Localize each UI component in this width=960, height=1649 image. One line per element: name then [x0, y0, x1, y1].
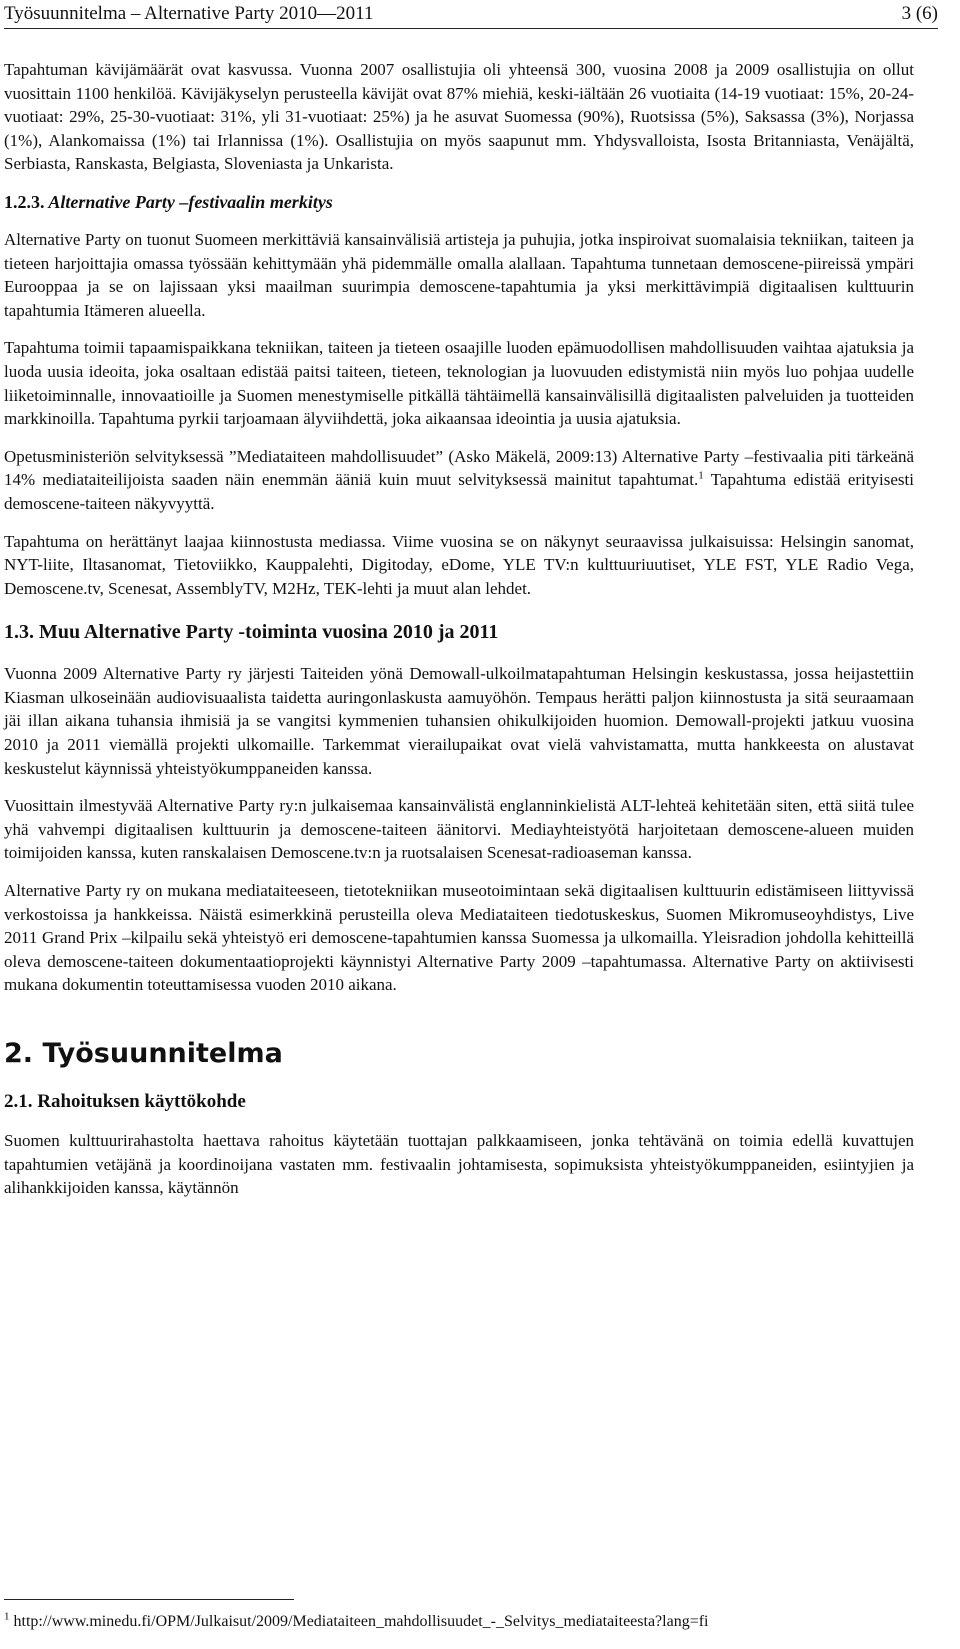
heading-1-2-3-title: Alternative Party –festivaalin merkitys	[48, 191, 333, 212]
paragraph-visitors: Tapahtuman kävijämäärät ovat kasvussa. Vuonna 2007 osallistujia oli yhteensä 300, vuosina 2008 ja 2009 osallistujia on ollut vuosittain 1100 henkilöä. Kävijäkyselyn perusteella kävijät ovat 87% miehiä, keski-iältään 26 vuotiaita (14-19 vuotiaat: 15%, 20-24-vuotiaat: 29%, 25-30-vuotiaat: 31%, yli 31-vuotiaat: 25%) ja he asuvat Suomessa (90%), Ruotsissa (5%), Saksassa (3%), Norjassa (1%), Alankomaissa (1%) tai Irlannissa (1%). Osallistujia on myös saapunut mm. Yhdysvalloista, Isosta Britanniasta, Venäjältä, Serbiasta, Ranskasta, Belgiasta, Sloveniasta ja Unkarista.	[4, 60, 914, 174]
heading-1-3: 1.3. Muu Alternative Party -toiminta vuosina 2010 ja 2011	[4, 621, 499, 644]
heading-2-1: 2.1. Rahoituksen käyttökohde	[4, 1091, 246, 1112]
paragraph-ministry-report-tail: Tapahtuma edistää erityisesti demoscene-taiteen näkyvyyttä.	[4, 470, 914, 513]
footnote	[4, 1612, 934, 1632]
paragraph-ministry-report	[4, 445, 914, 516]
footnote-link[interactable]: http://www.minedu.fi/OPM/Julkaisut/2009/Mediataiteen_mahdollisuudet_-_Selvitys_mediataiteesta?lang=fi	[9, 1613, 709, 1630]
footnote-reference[interactable]: 1	[698, 469, 704, 482]
page-number: 3 (6)	[901, 3, 938, 24]
paragraph-funding: Suomen kulttuurirahastolta haettava rahoitus käytetään tuottajan palkkaamiseen, jonka tehtävänä on toimia edellä kuvattujen tapahtumien vetäjänä ja koordinoijana vastaten mm. festivaalin johtamisesta, sopimuksista yhteistyökumppaneiden, esiintyjien ja alihankkijoiden kanssa, käytännön	[4, 1131, 914, 1198]
paragraph-media: Tapahtuma on herättänyt laajaa kiinnostusta mediassa. Viime vuosina se on näkynyt seuraavissa julkaisuissa: Helsingin sanomat, NYT-liite, Iltasanomat, Tietoviikko, Kauppalehti, Digitoday, eDome, YLE TV:n kulttuuriuutiset, YLE FST, YLE Radio Vega, Demoscene.tv, Scenesat, AssemblyTV, M2Hz, TEK-lehti ja muut alan lehdet.	[4, 531, 914, 598]
header-title: Työsuunnitelma – Alternative Party 2010—2011	[4, 3, 374, 24]
paragraph-networks: Alternative Party ry on mukana mediataiteeseen, tietotekniikan museotoimintaan sekä digitaalisen kulttuurin edistämiseen liittyvissä verkostoissa ja hankkeissa. Näistä esimerkkinä perusteilla oleva Mediataiteen tiedotuskeskus, Suomen Mikromuseoyhdistys, Live 2011 Grand Prix –kilpailu sekä yhteistyö eri demoscene-tapahtumien kanssa Suomessa ja ulkomailla. Yleisradion johdolla kehitteillä oleva demoscene-taiteen dokumentaatioprojekti käynnistyi Alternative Party 2009 –tapahtumassa. Alternative Party on aktiivisesti mukana dokumentin toteuttamisessa vuoden 2010 aikana.	[4, 881, 914, 995]
heading-1-2-3	[4, 190, 914, 214]
paragraph-alt-magazine: Vuosittain ilmestyvää Alternative Party ry:n julkaisemaa kansainvälistä englanninkielistä ALT-lehteä kehitetään siten, että siitä tulee yhä vahvempi digitaalisen kulttuurin ja demoscene-taiteen äänitorvi. Mediayhteistyötä harjoitetaan demoscene-alueen muiden toimijoiden kanssa, kuten ranskalaisen Demoscene.tv:n ja ruotsalaisen Scenesat-radioaseman kanssa.	[4, 796, 914, 863]
paragraph-significance: Alternative Party on tuonut Suomeen merkittäviä kansainvälisiä artisteja ja puhujia, jotka inspiroivat suomalaisia tekniikan, taiteen ja tieteen harjoittajia omassa työssään kehittymään yhä pidemmälle omalla alallaan. Tapahtuma tunnetaan demoscene-piireissä ympäri Eurooppaa ja se on lajissaan yksi maailman suurimpia demoscene-tapahtumia ja yksi merkittävimpiä digitaalisen kulttuurin tapahtumia Itämeren alueella.	[4, 229, 914, 320]
header-divider	[4, 28, 938, 29]
footnote-marker: 1	[4, 1610, 10, 1623]
heading-1-2-3-number: 1.2.3.	[4, 191, 45, 212]
page-header	[4, 2, 938, 26]
paragraph-demowall: Vuonna 2009 Alternative Party ry järjesti Taiteiden yönä Demowall-ulkoilmatapahtuman Helsingin keskustassa, jossa heijastettiin Kiasman ulkoseinään audiovisuaalista taidetta auringonlaskusta aamuyöhön. Tempaus herätti paljon kiinnostusta ja sitä seuraamaan jäi illan aikana tuhansia ihmisiä ja se vangitsi kymmenien tuhansien ohikulkijoiden huomion. Demowall-projekti jatkuu vuosina 2010 ja 2011 viemällä projekti ulkomaille. Tarkemmat vierailupaikat ovat vielä vahvistamatta, mutta hankkeesta on alustavat keskustelut käynnissä yhteistyökumppaneiden kanssa.	[4, 664, 914, 778]
paragraph-ministry-report-text: Opetusministeriön selvityksessä ”Mediataiteen mahdollisuudet” (Asko Mäkelä, 2009:13) Alternative Party –festivaalia piti tärkeänä 14% mediataiteilijoista saaden näin enemmän ääniä kuin muut selvityksessä mainitut tapahtumat.	[4, 446, 914, 490]
paragraph-meeting-place: Tapahtuma toimii tapaamispaikkana tekniikan, taiteen ja tieteen osaajille luoden epämuodollisen mahdollisuuden vaihtaa ajatuksia ja luoda uusia ideoita, joka osaltaan edistää paitsi taiteen, tieteen, teknologian ja luovuuden edistymistä niin myös luo pohjaa uudelle liiketoiminnalle, innovaatioille ja Suomen menestymiselle pitkällä tähtäimellä kansainvälisillä digitaalisten palveluiden ja tuotteiden markkinoilla. Tapahtuma pyrkii tarjoamaan älyviihdettä, joka aikaansaa ideointia ja uusia ajatuksia.	[4, 338, 914, 429]
heading-2: 2. Työsuunnitelma	[4, 1038, 283, 1069]
footnote-divider	[4, 1599, 294, 1600]
document-body	[4, 58, 914, 1214]
